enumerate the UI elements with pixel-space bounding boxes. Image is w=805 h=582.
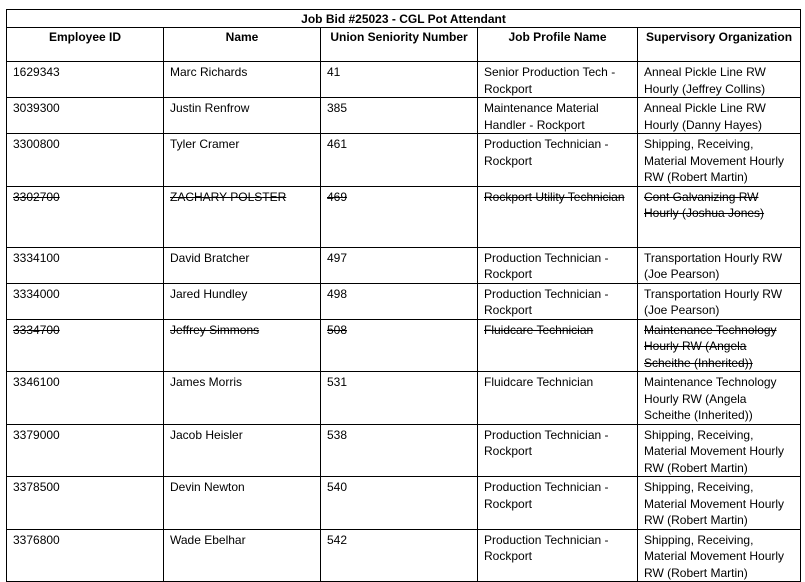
- cell-seniority: 538: [321, 424, 478, 477]
- cell-name: Marc Richards: [164, 62, 321, 98]
- cell-job-profile: Senior Production Tech - Rockport: [478, 62, 638, 98]
- header-name: Name: [164, 28, 321, 62]
- cell-job-profile: Maintenance Material Handler - Rockport: [478, 98, 638, 134]
- cell-name: Devin Newton: [164, 477, 321, 530]
- cell-supervisory-org: Cont Galvanizing RW Hourly (Joshua Jones): [638, 186, 801, 247]
- cell-job-profile: Rockport Utility Technician: [478, 186, 638, 247]
- cell-supervisory-org: Shipping, Receiving, Material Movement Hourly RW (Robert Martin): [638, 529, 801, 582]
- job-bid-table: [6, 9, 801, 582]
- cell-supervisory-org: Shipping, Receiving, Material Movement Hourly RW (Robert Martin): [638, 424, 801, 477]
- table-row: [7, 247, 801, 283]
- cell-name: James Morris: [164, 372, 321, 425]
- title-row: [7, 10, 801, 28]
- cell-name: Jacob Heisler: [164, 424, 321, 477]
- cell-supervisory-org: Anneal Pickle Line RW Hourly (Danny Hayes): [638, 98, 801, 134]
- cell-job-profile: Production Technician - Rockport: [478, 134, 638, 187]
- cell-name: Jeffrey Simmons: [164, 319, 321, 372]
- cell-job-profile: Production Technician - Rockport: [478, 283, 638, 319]
- cell-seniority: 542: [321, 529, 478, 582]
- cell-supervisory-org: Anneal Pickle Line RW Hourly (Jeffrey Collins): [638, 62, 801, 98]
- cell-employee-id: 3334100: [7, 247, 164, 283]
- table-row: [7, 134, 801, 187]
- cell-job-profile: Fluidcare Technician: [478, 372, 638, 425]
- cell-supervisory-org: Transportation Hourly RW (Joe Pearson): [638, 247, 801, 283]
- header-row: [7, 28, 801, 62]
- cell-supervisory-org: Maintenance Technology Hourly RW (Angela Scheithe (Inherited)): [638, 319, 801, 372]
- cell-job-profile: Production Technician - Rockport: [478, 247, 638, 283]
- cell-seniority: 497: [321, 247, 478, 283]
- cell-job-profile: Production Technician - Rockport: [478, 424, 638, 477]
- cell-seniority: 385: [321, 98, 478, 134]
- cell-name: David Bratcher: [164, 247, 321, 283]
- cell-employee-id: 3302700: [7, 186, 164, 247]
- cell-name: Wade Ebelhar: [164, 529, 321, 582]
- cell-name: ZACHARY POLSTER: [164, 186, 321, 247]
- cell-supervisory-org: Maintenance Technology Hourly RW (Angela Scheithe (Inherited)): [638, 372, 801, 425]
- cell-seniority: 498: [321, 283, 478, 319]
- header-supervisory-org: Supervisory Organization: [638, 28, 801, 62]
- cell-seniority: 508: [321, 319, 478, 372]
- cell-employee-id: 3334000: [7, 283, 164, 319]
- cell-seniority: 540: [321, 477, 478, 530]
- table-row: [7, 319, 801, 372]
- cell-employee-id: 3039300: [7, 98, 164, 134]
- table-row: [7, 424, 801, 477]
- cell-employee-id: 3346100: [7, 372, 164, 425]
- table-row: [7, 98, 801, 134]
- cell-employee-id: 3379000: [7, 424, 164, 477]
- table-body: [7, 62, 801, 582]
- cell-employee-id: 3376800: [7, 529, 164, 582]
- cell-supervisory-org: Shipping, Receiving, Material Movement Hourly RW (Robert Martin): [638, 477, 801, 530]
- header-employee-id: Employee ID: [7, 28, 164, 62]
- cell-employee-id: 3300800: [7, 134, 164, 187]
- cell-seniority: 461: [321, 134, 478, 187]
- cell-name: Justin Renfrow: [164, 98, 321, 134]
- cell-job-profile: Production Technician - Rockport: [478, 529, 638, 582]
- cell-seniority: 41: [321, 62, 478, 98]
- cell-seniority: 469: [321, 186, 478, 247]
- cell-employee-id: 1629343: [7, 62, 164, 98]
- cell-supervisory-org: Transportation Hourly RW (Joe Pearson): [638, 283, 801, 319]
- table-row: [7, 62, 801, 98]
- table-row: [7, 186, 801, 247]
- table-row: [7, 529, 801, 582]
- table-title: Job Bid #25023 - CGL Pot Attendant: [7, 10, 801, 28]
- table-row: [7, 477, 801, 530]
- header-job-profile: Job Profile Name: [478, 28, 638, 62]
- header-union-seniority: Union Seniority Number: [321, 28, 478, 62]
- cell-supervisory-org: Shipping, Receiving, Material Movement Hourly RW (Robert Martin): [638, 134, 801, 187]
- table-row: [7, 283, 801, 319]
- cell-name: Tyler Cramer: [164, 134, 321, 187]
- cell-name: Jared Hundley: [164, 283, 321, 319]
- cell-employee-id: 3334700: [7, 319, 164, 372]
- cell-seniority: 531: [321, 372, 478, 425]
- cell-job-profile: Fluidcare Technician: [478, 319, 638, 372]
- cell-job-profile: Production Technician - Rockport: [478, 477, 638, 530]
- cell-employee-id: 3378500: [7, 477, 164, 530]
- table-row: [7, 372, 801, 425]
